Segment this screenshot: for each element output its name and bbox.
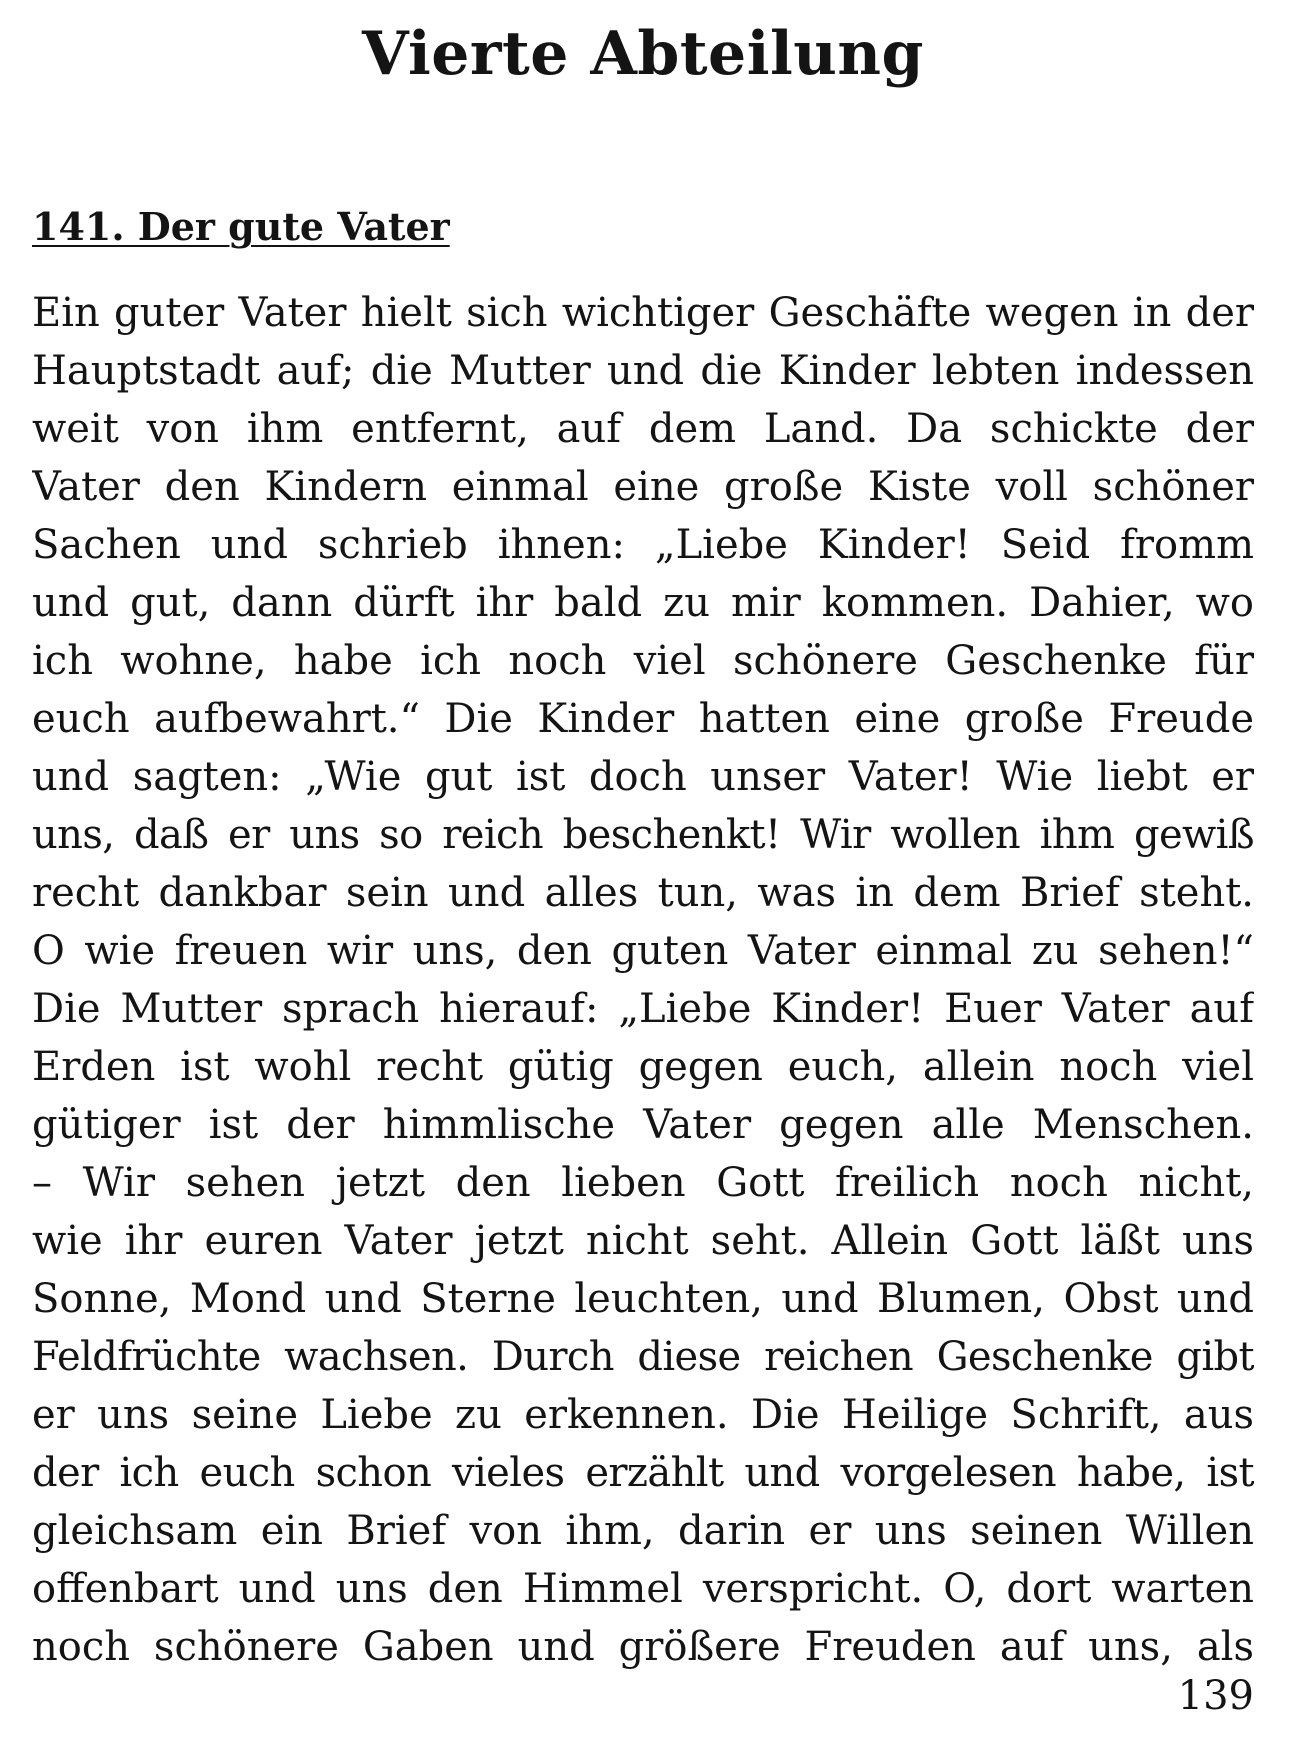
text-line: und sagten: „Wie gut ist doch unser Vater! Wie liebt er bbox=[32, 754, 1254, 800]
book-page bbox=[32, 0, 1254, 1741]
text-line: Feldfrüchte wachsen. Durch diese reichen Geschenke gibt bbox=[32, 1334, 1254, 1380]
text-line: Erden ist wohl recht gütig gegen euch, allein noch viel bbox=[32, 1044, 1254, 1090]
text-line: Die Mutter sprach hierauf: „Liebe Kinder! Euer Vater auf bbox=[32, 986, 1254, 1032]
text-line: – Wir sehen jetzt den lieben Gott freilich noch nicht, bbox=[32, 1160, 1254, 1206]
page-number: 139 bbox=[1177, 1673, 1254, 1719]
text-line: Sonne, Mond und Sterne leuchten, und Blumen, Obst und bbox=[32, 1276, 1254, 1322]
text-line: recht dankbar sein und alles tun, was in dem Brief steht. bbox=[32, 870, 1254, 916]
text-line: Hauptstadt auf; die Mutter und die Kinder lebten indessen bbox=[32, 348, 1254, 394]
section-title: Vierte Abteilung bbox=[361, 19, 925, 89]
text-line: und gut, dann dürft ihr bald zu mir kommen. Dahier, wo bbox=[32, 580, 1254, 626]
text-line: Sachen und schrieb ihnen: „Liebe Kinder! Seid fromm bbox=[32, 522, 1254, 568]
text-line: gütiger ist der himmlische Vater gegen alle Menschen. bbox=[32, 1102, 1254, 1148]
text-line: der ich euch schon vieles erzählt und vorgelesen habe, ist bbox=[32, 1450, 1254, 1496]
text-line: O wie freuen wir uns, den guten Vater einmal zu sehen!“ bbox=[32, 928, 1254, 974]
text-line: ich wohne, habe ich noch viel schönere Geschenke für bbox=[32, 638, 1254, 684]
text-line: er uns seine Liebe zu erkennen. Die Heilige Schrift, aus bbox=[32, 1392, 1254, 1438]
text-line: offenbart und uns den Himmel verspricht. O, dort warten bbox=[32, 1566, 1254, 1612]
text-line: uns, daß er uns so reich beschenkt! Wir wollen ihm gewiß bbox=[32, 812, 1254, 858]
text-line: weit von ihm entfernt, auf dem Land. Da schickte der bbox=[32, 406, 1254, 452]
story-body bbox=[32, 284, 1254, 1676]
story-heading: 141. Der gute Vater bbox=[32, 204, 450, 249]
text-line: Ein guter Vater hielt sich wichtiger Geschäfte wegen in der bbox=[32, 290, 1254, 336]
text-line: Vater den Kindern einmal eine große Kiste voll schöner bbox=[32, 464, 1254, 510]
text-line: noch schönere Gaben und größere Freuden auf uns, als bbox=[32, 1624, 1254, 1670]
text-line: euch aufbewahrt.“ Die Kinder hatten eine große Freude bbox=[32, 696, 1254, 742]
text-line: wie ihr euren Vater jetzt nicht seht. Allein Gott läßt uns bbox=[32, 1218, 1254, 1264]
text-line: gleichsam ein Brief von ihm, darin er uns seinen Willen bbox=[32, 1508, 1254, 1554]
